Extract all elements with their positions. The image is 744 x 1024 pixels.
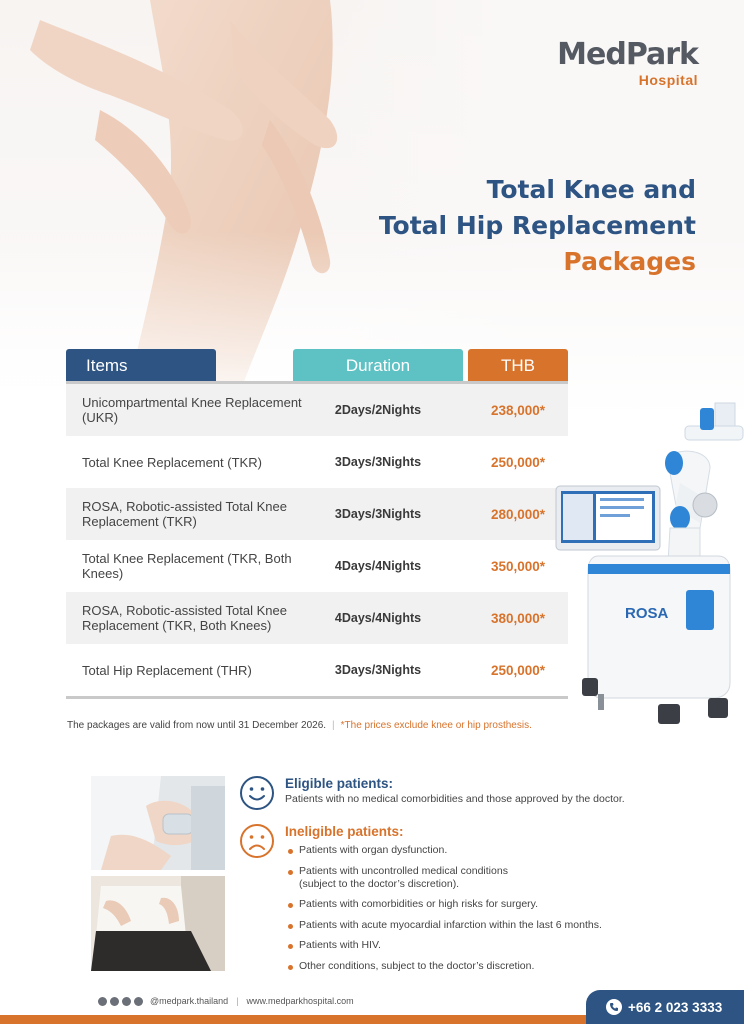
table-row — [66, 436, 568, 488]
row-duration: 2Days/2Nights — [334, 403, 422, 417]
row-price: 280,000* — [490, 506, 546, 522]
table-row — [66, 488, 568, 540]
robot-label: ROSA — [625, 605, 669, 622]
youtube-icon[interactable] — [134, 997, 143, 1006]
eligible-section — [285, 776, 625, 805]
row-item: Unicompartmental Knee Replacement (UKR) — [82, 395, 302, 425]
validity-note — [67, 720, 532, 731]
list-item: Patients with HIV. — [285, 939, 705, 952]
logo-brand: MedPark — [557, 37, 698, 72]
eligible-text: Patients with no medical comorbidities and those approved by the doctor. — [285, 793, 625, 805]
footer-separator: | — [236, 996, 239, 1006]
medpark-logo — [557, 37, 698, 88]
header-items: Items — [66, 349, 216, 382]
row-price: 238,000* — [490, 402, 546, 418]
sad-face-icon — [239, 823, 275, 859]
row-price: 380,000* — [490, 610, 546, 626]
table-row — [66, 540, 568, 592]
header-price: THB — [468, 349, 568, 382]
list-item: Other conditions, subject to the doctor’s discretion. — [285, 960, 705, 973]
table-row — [66, 384, 568, 436]
phone-icon — [606, 999, 622, 1015]
list-item — [285, 865, 705, 891]
instagram-icon[interactable] — [122, 997, 131, 1006]
row-item: ROSA, Robotic-assisted Total Knee Replacement (TKR, Both Knees) — [82, 603, 287, 633]
row-price: 350,000* — [490, 558, 546, 574]
table-row — [66, 592, 568, 644]
list-item-line: (subject to the doctor’s discretion). — [299, 877, 460, 890]
eligible-heading: Eligible patients: — [285, 776, 394, 791]
ineligible-section — [285, 824, 705, 980]
ineligible-list — [285, 844, 705, 973]
social-handle[interactable]: @medpark.thailand — [150, 996, 229, 1006]
table-row — [66, 644, 568, 696]
row-price: 250,000* — [490, 454, 546, 470]
ineligible-heading: Ineligible patients: — [285, 824, 404, 839]
doctor-knee-photo — [91, 776, 225, 870]
validity-text: The packages are valid from now until 31 December 2026. — [67, 720, 327, 731]
phone-badge[interactable] — [586, 990, 744, 1024]
row-item: Total Hip Replacement (THR) — [82, 662, 252, 678]
table-header — [66, 349, 568, 384]
row-duration: 3Days/3Nights — [334, 507, 422, 521]
list-item: Patients with comorbidities or high risks for surgery. — [285, 898, 705, 911]
logo-sub: Hospital — [638, 72, 698, 88]
row-item: ROSA, Robotic-assisted Total Knee Replacement (TKR) — [82, 499, 287, 529]
rosa-robot-image — [550, 388, 744, 733]
page-title — [379, 172, 696, 280]
row-duration: 4Days/4Nights — [334, 611, 422, 625]
happy-face-icon — [239, 775, 275, 811]
back-pain-photo — [91, 876, 225, 971]
website-link[interactable]: www.medparkhospital.com — [246, 996, 354, 1006]
title-line-3: Packages — [563, 247, 696, 276]
line-icon[interactable] — [98, 997, 107, 1006]
note-separator: | — [332, 720, 335, 731]
facebook-icon[interactable] — [110, 997, 119, 1006]
row-item: Total Knee Replacement (TKR) — [82, 454, 262, 470]
row-price: 250,000* — [490, 662, 546, 678]
header-duration: Duration — [293, 349, 463, 382]
row-duration: 3Days/3Nights — [334, 455, 422, 469]
footer-social — [98, 996, 354, 1006]
row-item: Total Knee Replacement (TKR, Both Knees) — [82, 551, 292, 581]
row-duration: 3Days/3Nights — [334, 663, 422, 677]
table-bottom-divider — [66, 696, 568, 699]
exclusion-text: *The prices exclude knee or hip prosthesis. — [340, 720, 532, 731]
title-line-2: Total Hip Replacement — [378, 211, 696, 240]
row-duration: 4Days/4Nights — [334, 559, 422, 573]
list-item: Patients with acute myocardial infarction within the last 6 months. — [285, 919, 705, 932]
title-line-1: Total Knee and — [486, 175, 696, 204]
footer-accent-bar — [0, 1015, 600, 1024]
package-table — [66, 349, 568, 699]
phone-number: +66 2 023 3333 — [628, 999, 723, 1015]
list-item: Patients with organ dysfunction. — [285, 844, 705, 857]
list-item-line: Patients with uncontrolled medical conditions — [299, 864, 508, 877]
